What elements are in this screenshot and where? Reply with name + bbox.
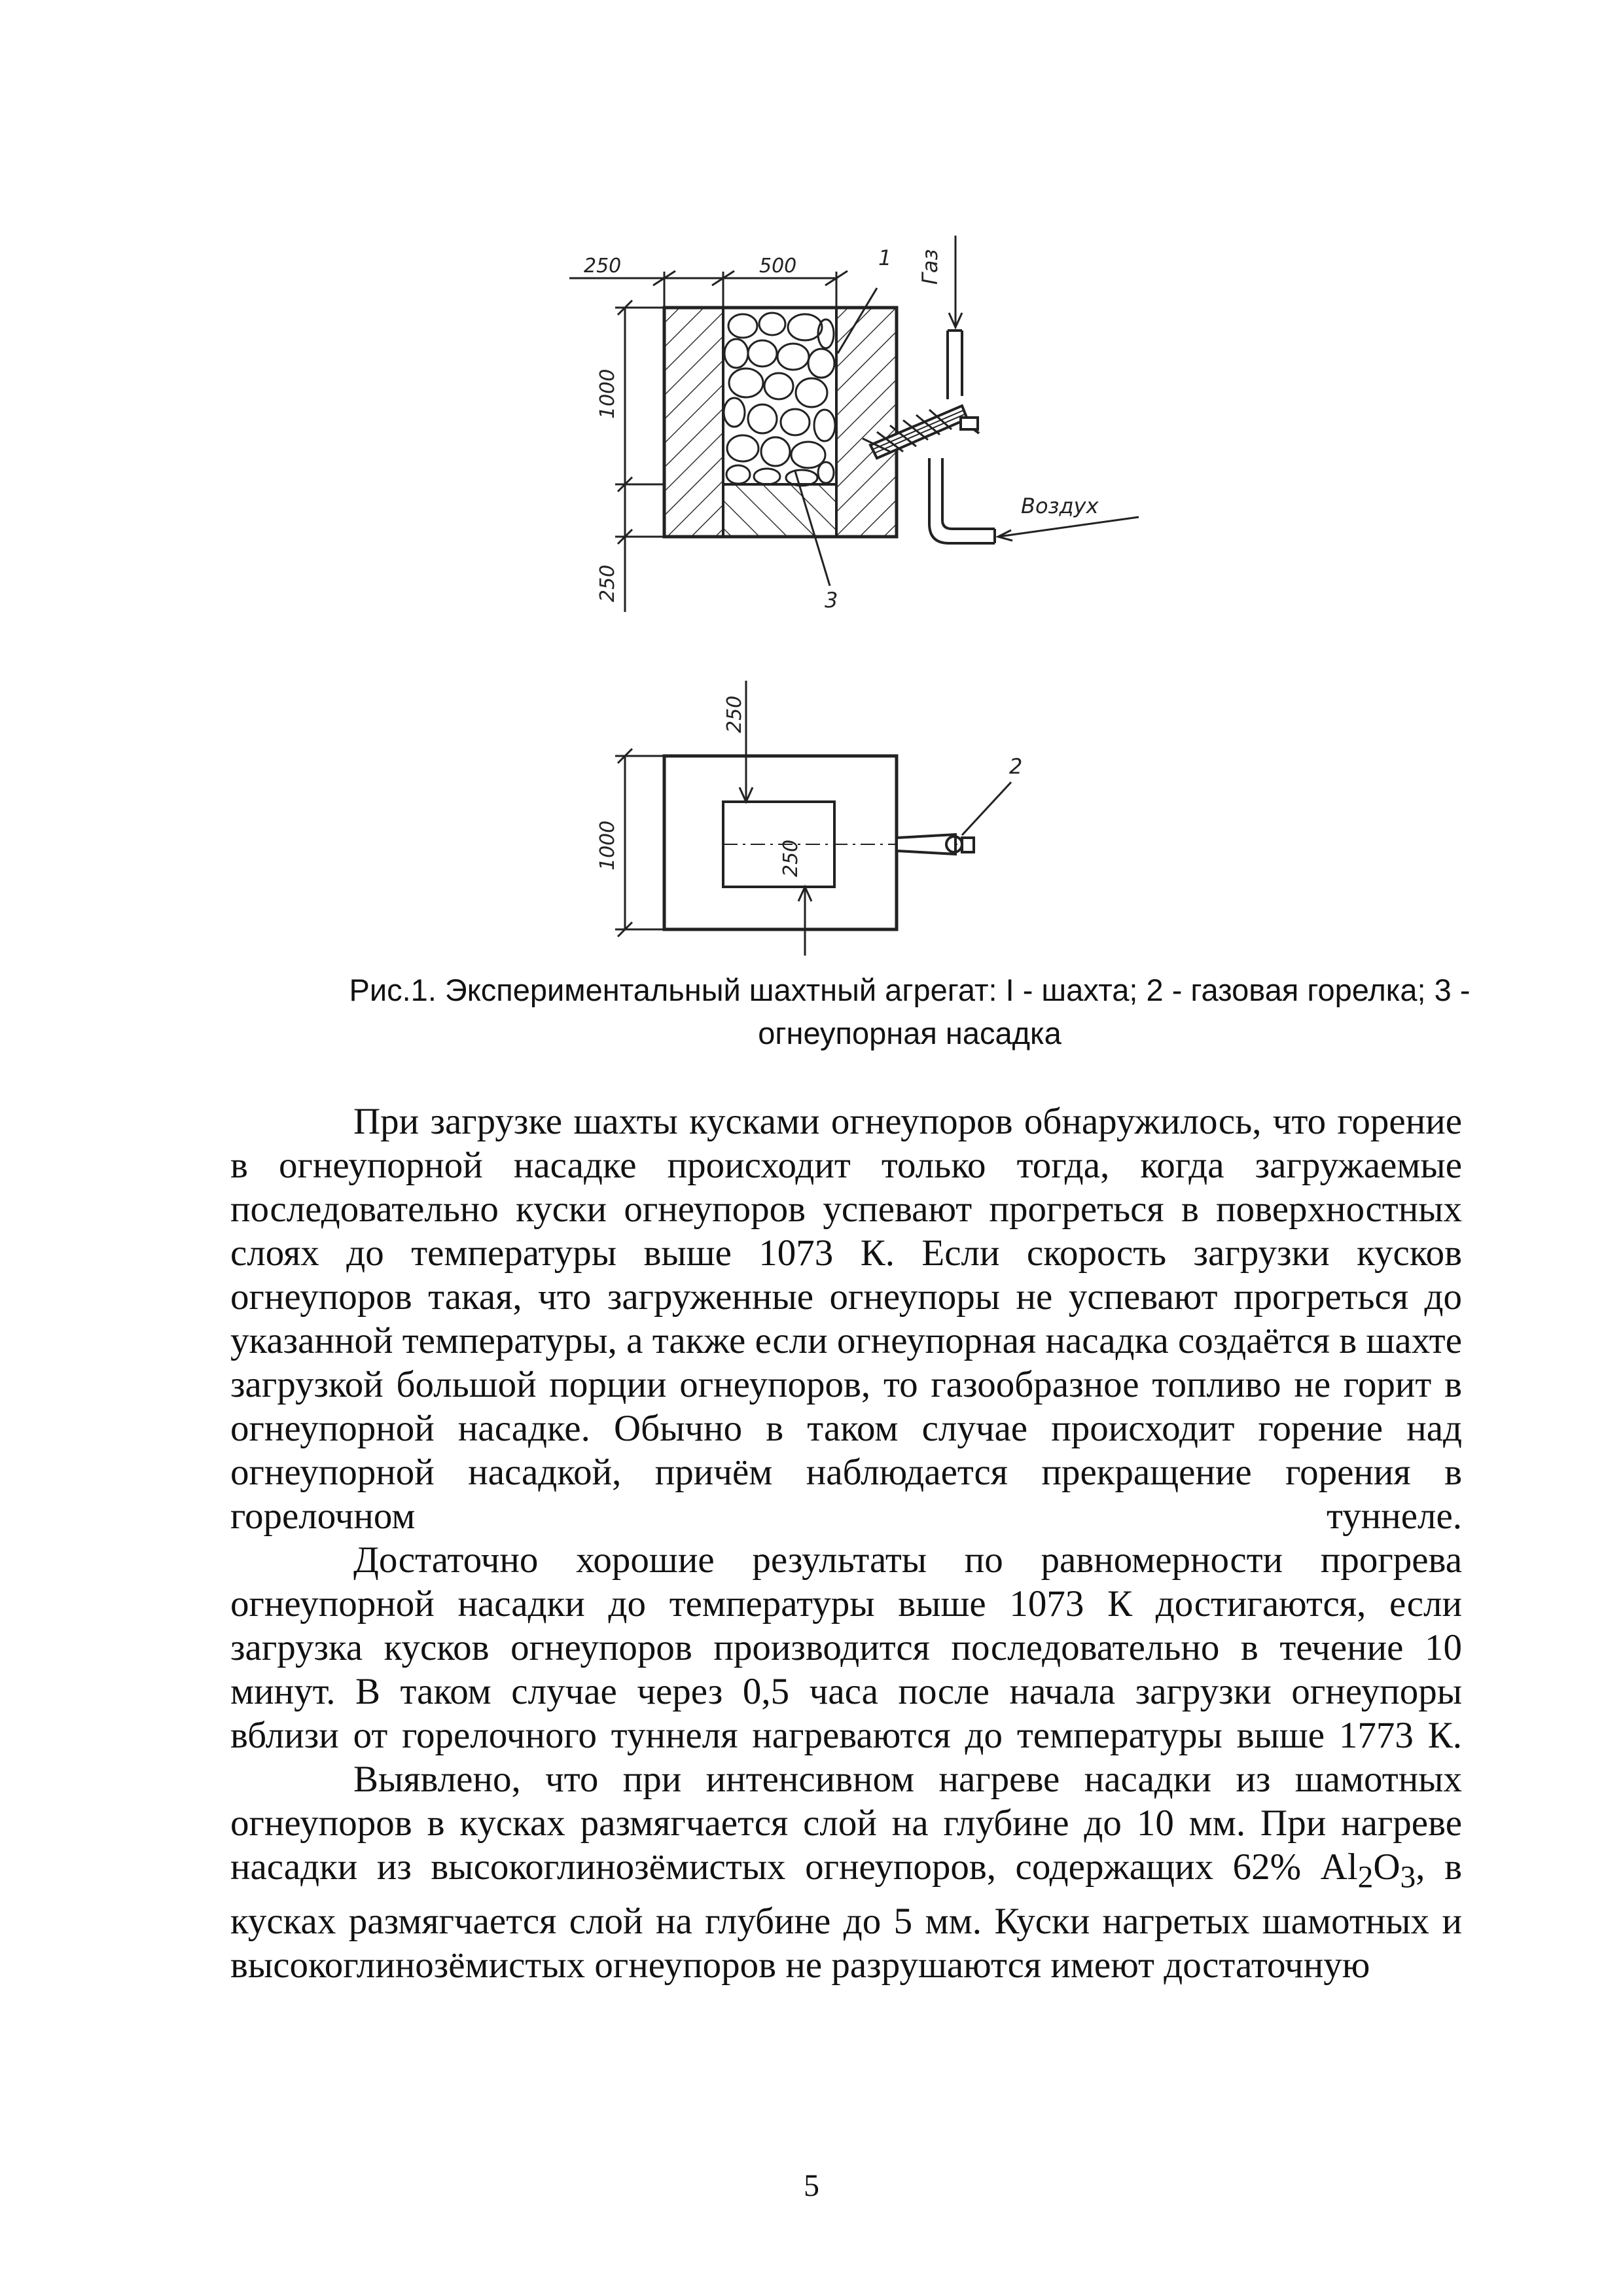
dim-wall-label: 250 xyxy=(584,255,622,278)
dim-inner-label: 250 xyxy=(779,839,802,877)
dim-shaft-label: 500 xyxy=(759,255,797,278)
top-view xyxy=(615,681,1011,956)
paragraph-3: Выявлено, что при интенсивном нагреве насадки из шамотных огнеупоров в кусках размягчается слой на глубине до 10 мм. При нагреве насадки из высокоглинозёмистых огнеупоров, содержащих 62% $Al_2O_3$, в кусках размягчается слой на глубине до 5 мм. Куски нагретых шамотных и высокоглинозёмистых огнеупоров не разрушаются имеют достаточную xyxy=(230,1759,1462,1986)
refractory-packing xyxy=(724,313,835,486)
dim-topview-height-label: 1000 xyxy=(596,820,619,870)
dim-bottom-label: 250 xyxy=(596,564,619,602)
bottom-block xyxy=(723,484,836,537)
side-view xyxy=(569,236,1139,612)
body-text xyxy=(230,1100,1462,1987)
page-number: 5 xyxy=(804,2168,819,2203)
paragraph-1: При загрузке шахты кусками огнеупоров обнаружилось, что горение в огнеупорной насадке происходит только тогда, когда загружаемые последовательно куски огнеупоров успевают прогреться в поверхностных слоях до температуры выше 1073 К. Если скорость загрузки кусков огнеупоров такая, что загруженные огнеупоры не успевают прогреться до указанной температуры, а также если огнеупорная насадка создаётся в шахте загрузкой большой порции огнеупоров, то газообразное топливо не горит в огнеупорной насадке. Обычно в таком случае происходит горение над огнеупорной насадкой, причём наблюдается прекращение горения в горелочном туннеле. xyxy=(230,1101,1462,1537)
figure-shaft-unit xyxy=(0,0,1623,969)
gas-label: Газ xyxy=(918,249,942,285)
label-1: 1 xyxy=(878,245,892,270)
paragraph-2: Достаточно хорошие результаты по равномерности прогрева огнеупорной насадки до температуры выше 1073 К достигаются, если загрузка кусков огнеупоров производится последовательно в течение 10 минут. В таком случае через 0,5 часа после начала загрузки огнеупоры вблизи от горелочного туннеля нагреваются до температуры выше 1773 К. xyxy=(230,1539,1462,1756)
label-2: 2 xyxy=(1009,754,1023,779)
label-3: 3 xyxy=(825,588,838,613)
dim-top-label: 250 xyxy=(723,695,746,733)
left-wall xyxy=(664,308,723,537)
air-label: Воздух xyxy=(1021,493,1099,518)
dim-height-label: 1000 xyxy=(596,368,619,419)
figure-caption: Рис.1. Экспериментальный шахтный агрегат: I - шахта; 2 - газовая горелка; 3 - огнеупорная насадка xyxy=(349,973,1471,1050)
